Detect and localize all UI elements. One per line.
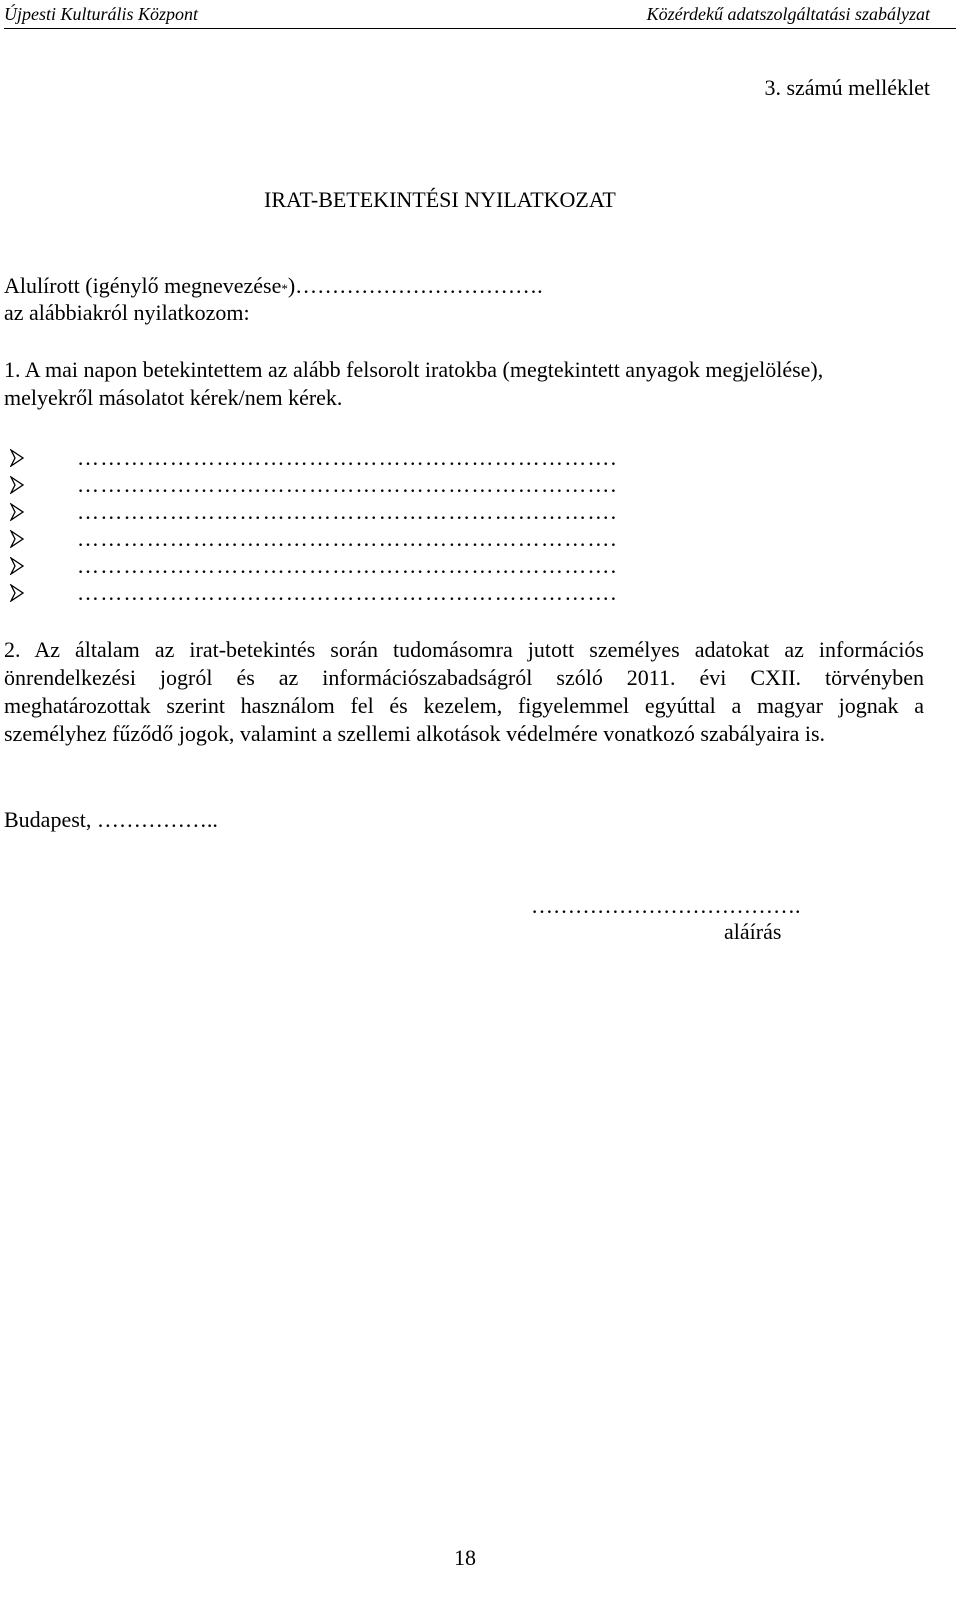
item1-line-2: melyekről másolatot kérek/nem kérek.: [4, 385, 343, 410]
footnote-mark: *: [281, 281, 288, 296]
item2-line-2: önrendelkezési jogról és az információszabadságról szóló 2011. évi CXII. törvényben: [4, 665, 924, 690]
item2-line-3: meghatározottak szerint használom fel és kezelem, figyelemmel egyúttal a magyar jognak a: [4, 693, 924, 718]
annex-label: 3. számú melléklet: [764, 75, 930, 100]
list-item-line: …………………………………………………………….: [77, 472, 618, 497]
item2-paragraph: [4, 636, 924, 748]
signature-line: ……………………………….: [531, 893, 801, 918]
arrow-bullet-icon: [10, 557, 24, 575]
page-number: 18: [454, 1545, 476, 1570]
arrow-bullet-icon: [10, 530, 24, 548]
item2-line-4: személyhez fűződő jogok, valamint a szellemi alkotások védelmére vonatkozó szabályaira is.: [4, 721, 826, 746]
document-title: IRAT-BETEKINTÉSI NYILATKOZAT: [264, 187, 616, 212]
list-item-line: …………………………………………………………….: [77, 445, 618, 470]
list-item-line: …………………………………………………………….: [77, 580, 618, 605]
signature-label: aláírás: [724, 919, 782, 944]
intro-line-2: az alábbiakról nyilatkozom:: [4, 300, 250, 325]
arrow-bullet-icon: [10, 584, 24, 602]
intro-fill: )…………………………….: [287, 273, 543, 298]
intro-text: Alulírott (igénylő megnevezése: [4, 273, 282, 298]
arrow-bullet-icon: [10, 449, 24, 467]
header-right: Közérdekű adatszolgáltatási szabályzat: [646, 4, 930, 24]
place-date-line: Budapest, ……………..: [4, 807, 218, 832]
list-item-line: …………………………………………………………….: [77, 553, 618, 578]
header-left: Újpesti Kulturális Központ: [4, 4, 199, 24]
item1-line-1: 1. A mai napon betekintettem az alább felsorolt iratokba (megtekintett anyagok megjelölése),: [4, 357, 824, 382]
item2-line-1: 2. Az általam az irat-betekintés során tudomásomra jutott személyes adatokat az információs: [4, 637, 924, 662]
arrow-bullet-icon: [10, 476, 24, 494]
arrow-bullet-icon: [10, 503, 24, 521]
list-item-line: …………………………………………………………….: [77, 526, 618, 551]
list-item-line: …………………………………………………………….: [77, 499, 618, 524]
header-divider: [4, 28, 956, 29]
